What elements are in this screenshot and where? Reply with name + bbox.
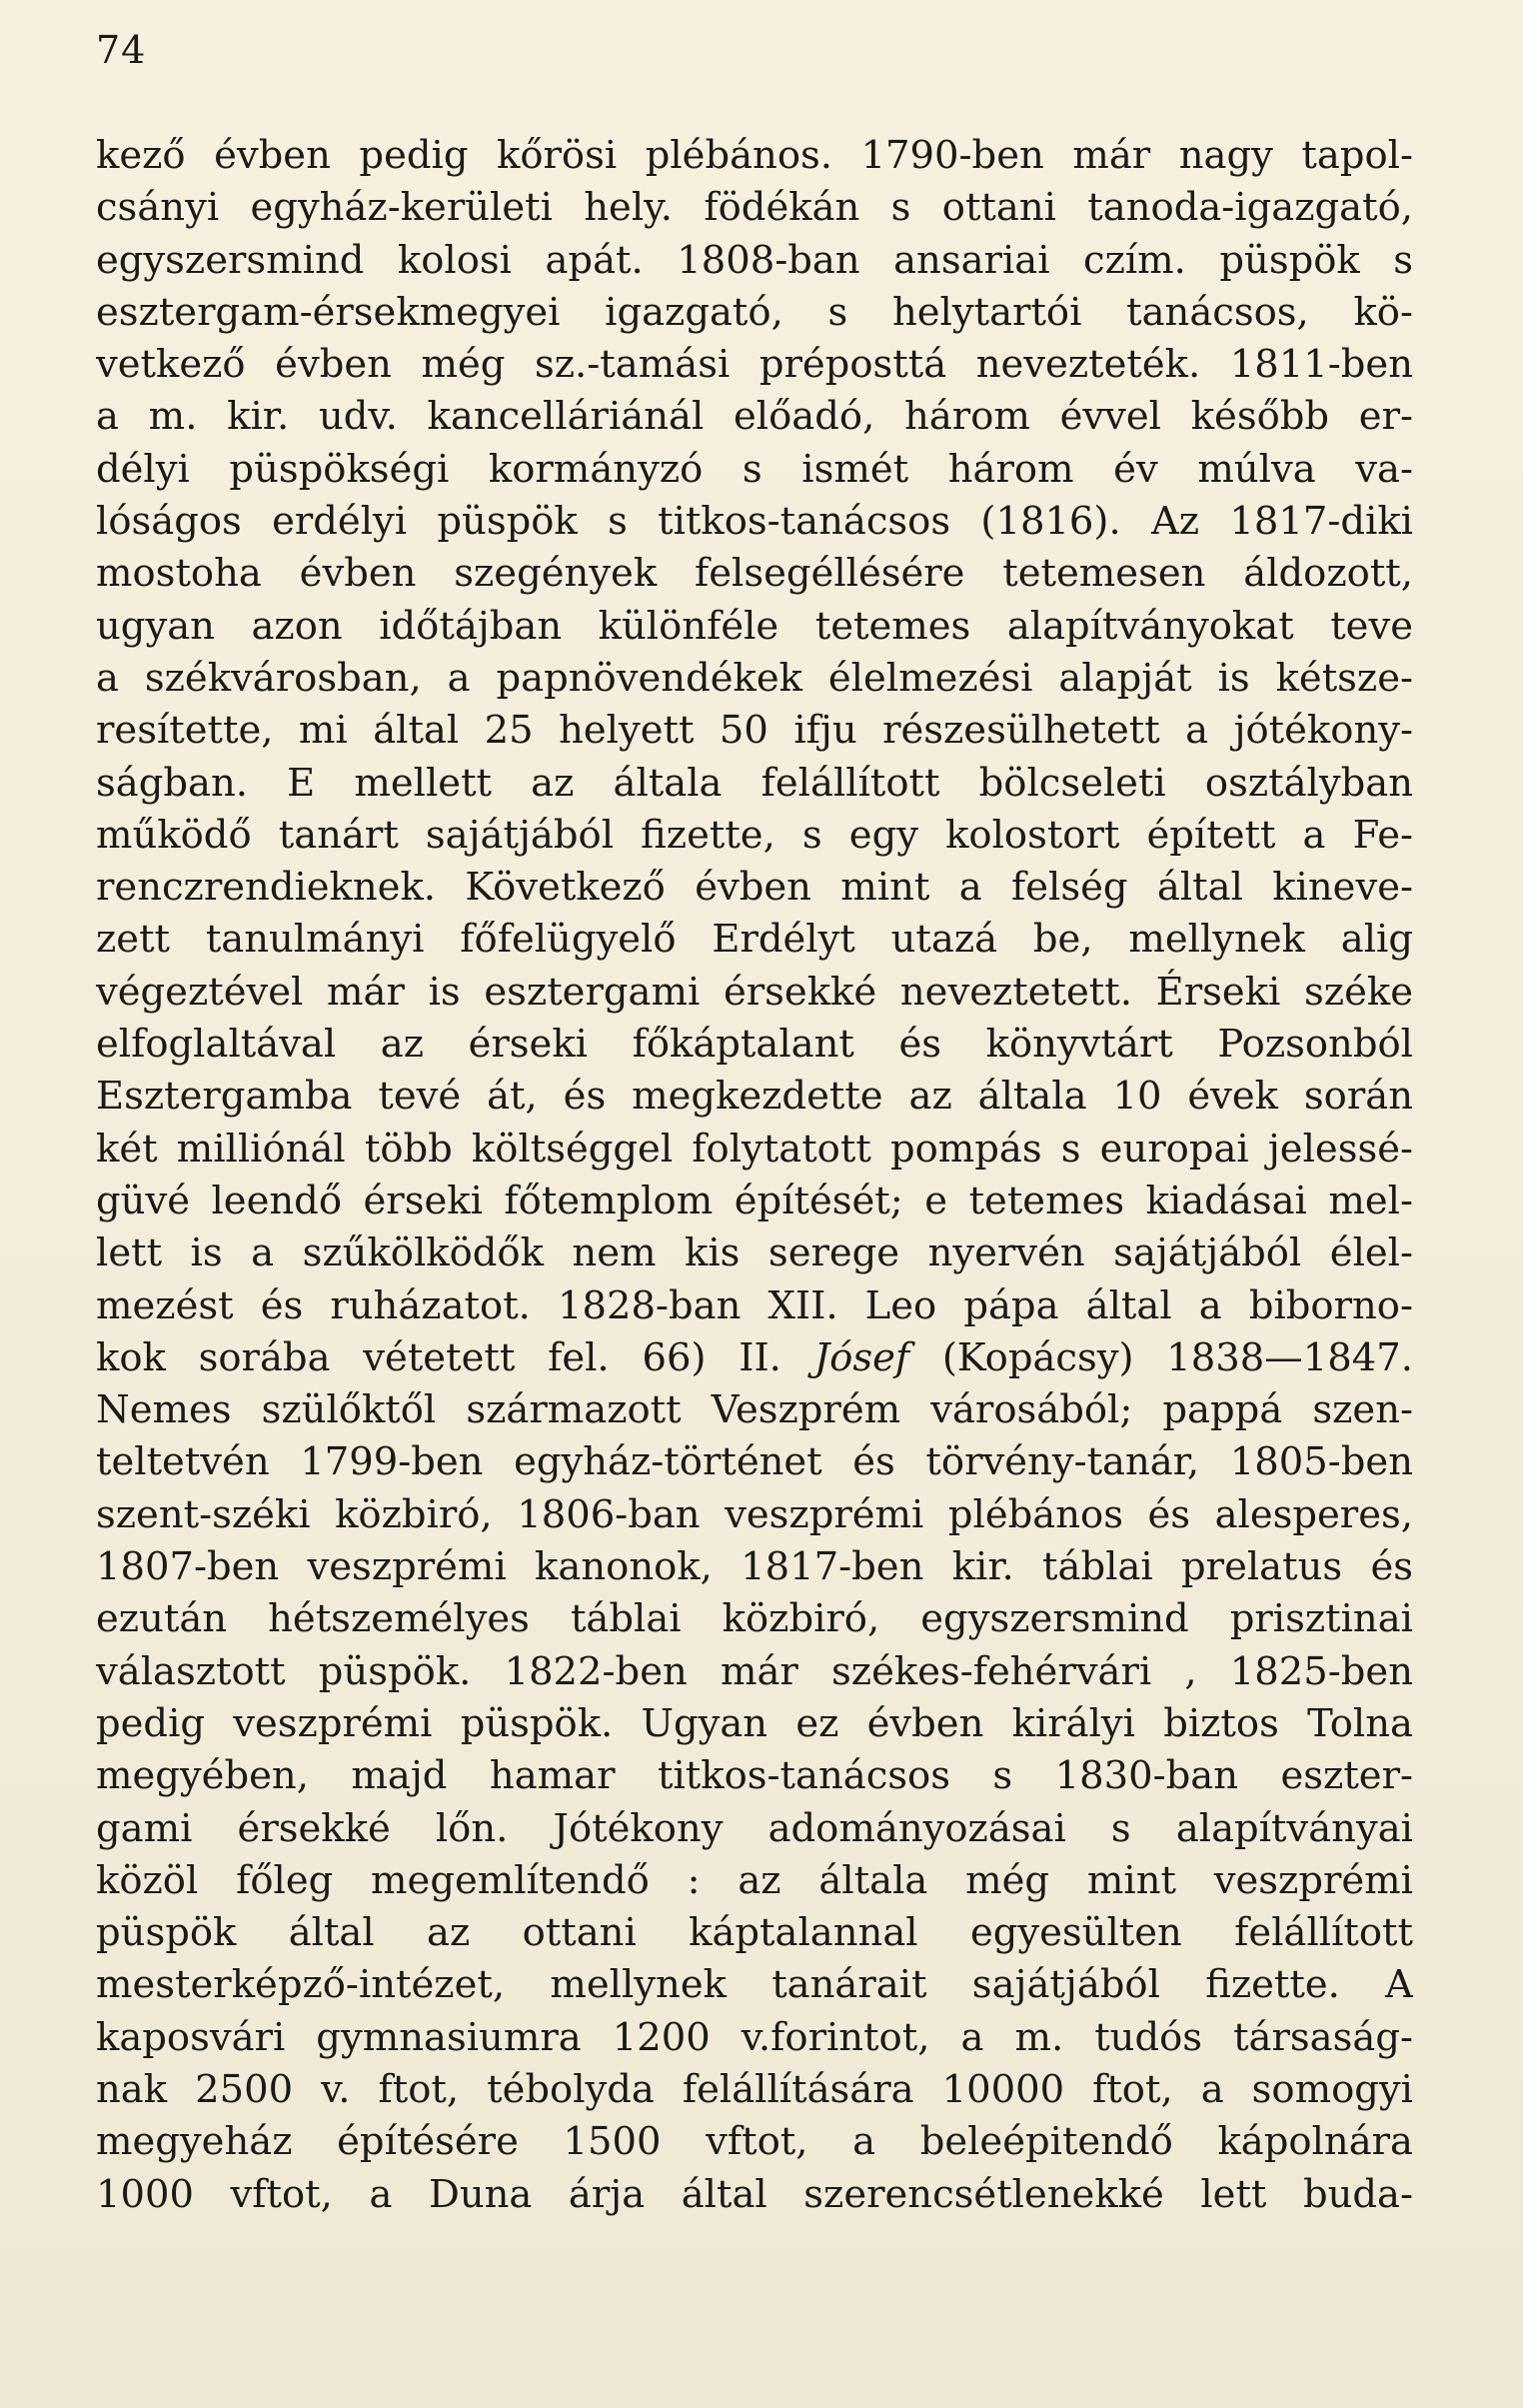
text-line: mesterképző-intézet, mellynek tanárait sajátjából fizette. A [96,1962,1413,2008]
text-line: renczrendieknek. Következő évben mint a felség által kineve- [96,865,1413,911]
text-line: mostoha évben szegények felsegéllésére tetemesen áldozott, [96,551,1413,597]
text-line: resítette, mi által 25 helyett 50 ifju részesülhetett a jótékony- [96,708,1413,754]
text-line: csányi egyház-kerületi hely. födékán s ottani tanoda-igazgató, [96,185,1413,231]
text-line: esztergam-érsekmegyei igazgató, s helytartói tanácsos, kö- [96,289,1413,335]
body-text [96,130,1413,2221]
text-line: lett is a szűkölködők nem kis serege nyervén sajátjából élel- [96,1230,1413,1276]
text-line: választott püspök. 1822-ben már székes-fehérvári , 1825-ben [96,1648,1413,1694]
text-line: végeztével már is esztergami érsekké neveztetett. Érseki széke [96,969,1413,1015]
text-line: Nemes szülőktől származott Veszprém városából; pappá szen- [96,1387,1413,1433]
text-line: két milliónál több költséggel folytatott pompás s europai jelessé- [96,1126,1413,1172]
text-line: elfoglaltával az érseki főkáptalant és könyvtárt Pozsonból [96,1022,1413,1068]
text-line: szent-széki közbiró, 1806-ban veszprémi plébános és alesperes, [96,1491,1413,1537]
text-line: egyszersmind kolosi apát. 1808-ban ansariai czím. püspök s [96,237,1413,283]
text-line: működő tanárt sajátjából fizette, s egy kolostort épített a Fe- [96,812,1413,858]
text-line: kaposvári gymnasiumra 1200 v.forintot, a m. tudós társaság- [96,2014,1413,2060]
text-line: a m. kir. udv. kancelláriánál előadó, három évvel később er- [96,394,1413,440]
text-line: gami érsekké lőn. Jótékony adományozásai s alapítványai [96,1805,1413,1851]
text-line: kező évben pedig kőrösi plébános. 1790-ben már nagy tapol- [96,133,1413,178]
italic-name: Jósef [813,1334,910,1380]
text-line: nak 2500 v. ftot, tébolyda felállítására 10000 ftot, a somogyi [96,2066,1413,2112]
text-line: 1807-ben veszprémi kanonok, 1817-ben kir. táblai prelatus és [96,1544,1413,1590]
text-line: zett tanulmányi főfelügyelő Erdélyt utazá be, mellynek alig [96,917,1413,963]
text-line: püspök által az ottani káptalannal egyesülten felállított [96,1910,1413,1956]
text-line: megyeház építésére 1500 vftot, a beleépitendő kápolnára [96,2119,1413,2165]
page-number: 74 [96,28,147,72]
text-line: vetkező évben még sz.-tamási préposttá nevezteték. 1811-ben [96,342,1413,388]
text-line: délyi püspökségi kormányzó s ismét három év múlva va- [96,446,1413,492]
text-line: teltetvén 1799-ben egyház-történet és törvény-tanár, 1805-ben [96,1439,1413,1485]
text-line: güvé leendő érseki főtemplom építését; e tetemes kiadásai mel- [96,1178,1413,1223]
text-line: 1000 vftot, a Duna árja által szerencsétlenekké lett buda- [96,2171,1413,2217]
text-line: ugyan azon időtájban különféle tetemes alapítványokat teve [96,603,1413,649]
text-line: ezután hétszemélyes táblai közbiró, egyszersmind prisztinai [96,1596,1413,1642]
text-line: ságban. E mellett az általa felállított bölcseleti osztályban [96,760,1413,806]
text-line: lóságos erdélyi püspök s titkos-tanácsos (1816). Az 1817-diki [96,499,1413,545]
text-line: mezést és ruházatot. 1828-ban XII. Leo pápa által a biborno- [96,1282,1413,1328]
text-line: kok sorába vétetett fel. 66) II. Jósef (Kopácsy) 1838—1847. [96,1334,1413,1380]
text-line: Esztergamba tevé át, és megkezdette az általa 10 évek során [96,1074,1413,1120]
text-line: pedig veszprémi püspök. Ugyan ez évben királyi biztos Tolna [96,1700,1413,1746]
text-line: megyében, majd hamar titkos-tanácsos s 1830-ban eszter- [96,1753,1413,1799]
text-line: közöl főleg megemlítendő : az általa még mint veszprémi [96,1857,1413,1903]
text-line: a székvárosban, a papnövendékek élelmezési alapját is kétsze- [96,655,1413,701]
